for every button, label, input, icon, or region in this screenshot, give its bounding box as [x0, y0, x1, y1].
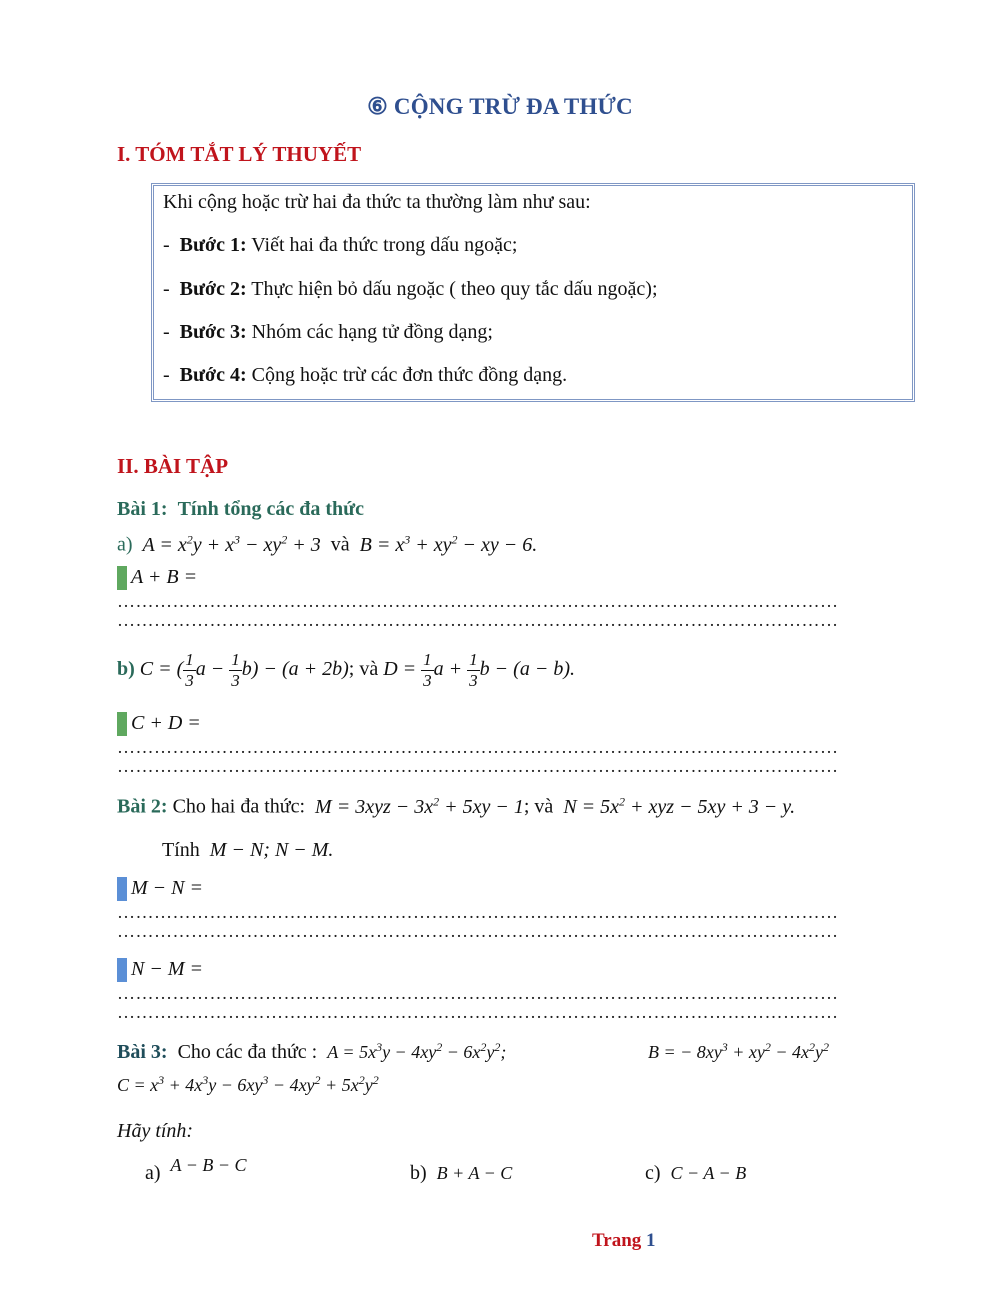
step-label: Bước 4: — [179, 364, 247, 386]
item-expr: B + A − C — [436, 1163, 513, 1183]
and-word: và — [330, 533, 350, 556]
step-label: Bước 2: — [179, 278, 247, 300]
answer-dots: ……………………………………………………………………………………………………… — [117, 737, 839, 758]
bai3-item-c — [645, 1162, 746, 1185]
page-footer — [592, 1230, 656, 1252]
bai1-heading — [117, 498, 364, 521]
theory-intro: Khi cộng hoặc trừ hai đa thức ta thường làm như sau: — [163, 191, 591, 213]
poly-d-expr: D = $\frac{1}{3}$ a + $\frac{1}{3}$ b − (a − b). — [383, 650, 575, 690]
answer-dots: ……………………………………………………………………………………………………… — [117, 983, 839, 1004]
poly-c3-expr: $C = x^3 + 4x^3y - 6xy^3 - 4xy^2 + 5x^2y^2$ — [117, 1073, 379, 1095]
answer-marker-icon — [117, 712, 127, 736]
theory-step-2: - Bước 2: Thực hiện bỏ dấu ngoặc ( theo quy tắc dấu ngoặc); — [163, 278, 658, 300]
and-word: ; và — [348, 658, 379, 681]
bai1-label: Bài 1: — [117, 498, 168, 520]
answer-marker-icon — [117, 958, 127, 982]
section-heading-exercises: II. BÀI TẬP — [117, 454, 229, 478]
sum-label: A + B = — [131, 566, 198, 588]
footer-word: Trang — [592, 1230, 642, 1251]
bai1-b — [117, 650, 575, 691]
bai1-title: Tính tổng các đa thức — [177, 498, 365, 520]
poly-m-expr: $M = 3xyz - 3x^2 + 5xy - 1$ — [315, 794, 524, 818]
theory-step-4: - Bước 4: Cộng hoặc trừ các đơn thức đồng dạng. — [163, 364, 568, 386]
bai3-label: Bài 3: — [117, 1041, 168, 1063]
bai2-nm-answer-line[interactable] — [117, 958, 902, 1005]
answer-dots: ……………………………………………………………………………………………………… — [117, 902, 839, 923]
bai3-item-a — [145, 1155, 247, 1185]
item-expr: A − B − C — [170, 1155, 247, 1175]
step-label: Bước 3: — [179, 321, 247, 343]
item-label: a) — [145, 1162, 161, 1184]
diff-label: M − N = — [131, 877, 203, 899]
poly-b3-expr: B = − $8xy^3 + xy^2 - 4x^2y^2$ — [648, 1040, 830, 1062]
step-text: Thực hiện bỏ dấu ngoặc ( theo quy tắc dấu ngoặc); — [246, 278, 658, 300]
step-text: Nhóm các hạng tử đồng dạng; — [246, 321, 493, 343]
theory-step-3: - Bước 3: Nhóm các hạng tử đồng dạng; — [163, 321, 493, 343]
compute-word: Tính — [162, 839, 200, 861]
page-title: ⑥ CỘNG TRỪ ĐA THỨC — [367, 94, 633, 119]
bai1-a-label: a) — [117, 533, 133, 556]
bai1-a — [117, 532, 537, 557]
bai2-label: Bài 2: — [117, 795, 168, 818]
compute-expr: M − N; N − M. — [209, 839, 334, 861]
poly-n-expr: $N = 5x^2$ + xyz − 5xy + 3 − y. — [563, 794, 796, 818]
step-label: Bước 1: — [179, 234, 247, 256]
item-expr: C − A − B — [670, 1163, 747, 1183]
answer-marker-icon — [117, 566, 127, 590]
poly-a3-expr: $A = 5x^3y - 4xy^2 - 6x^2y^2$; — [327, 1040, 507, 1062]
bai1-a-answer-line[interactable] — [117, 566, 897, 613]
footer-page-number: 1 — [646, 1230, 656, 1251]
and-word: ; và — [523, 795, 554, 818]
diff-label: N − M = — [131, 958, 203, 980]
answer-dots-line[interactable]: ……………………………………………………………………………………………………… — [117, 756, 839, 776]
bai2-mn-answer-line[interactable] — [117, 877, 902, 924]
theory-box — [151, 183, 915, 402]
bai3-item-b — [410, 1162, 512, 1185]
answer-dots-line[interactable]: ……………………………………………………………………………………………………… — [117, 610, 839, 630]
bai1-b-answer-line[interactable] — [117, 712, 897, 759]
answer-dots-line[interactable]: ……………………………………………………………………………………………………… — [117, 1002, 839, 1022]
theory-step-1: - Bước 1: Viết hai đa thức trong dấu ngoặc; — [163, 234, 518, 256]
bai3-text: Cho các đa thức : — [177, 1041, 318, 1063]
bai2-text: Cho hai đa thức: — [167, 795, 306, 818]
bai2-heading — [117, 794, 795, 819]
sum-label: C + D = — [131, 712, 201, 734]
step-text: Viết hai đa thức trong dấu ngoặc; — [246, 234, 518, 256]
hay-tinh: Hãy tính: — [117, 1120, 194, 1142]
answer-dots: ……………………………………………………………………………………………………… — [117, 591, 839, 612]
bai3-c — [117, 1073, 379, 1097]
poly-c-expr: C = ( $\frac{1}{3}$ a − $\frac{1}{3}$ b) − (a + 2b) — [139, 650, 349, 690]
poly-a-expr: $A = x^2y + x^3 - xy^2 + 3$ — [142, 532, 321, 556]
bai3-b — [648, 1040, 829, 1064]
bai3-heading — [117, 1040, 506, 1064]
bai1-b-label: b) — [117, 658, 135, 681]
answer-dots-line[interactable]: ……………………………………………………………………………………………………… — [117, 921, 839, 941]
step-text: Cộng hoặc trừ các đơn thức đồng dạng. — [246, 364, 568, 386]
item-label: c) — [645, 1162, 661, 1184]
poly-b-expr: $B = x^3 + xy^2$ − xy − 6. — [359, 532, 538, 556]
answer-marker-icon — [117, 877, 127, 901]
section-heading-theory: I. TÓM TẮT LÝ THUYẾT — [117, 142, 362, 166]
bai2-compute — [162, 839, 333, 862]
item-label: b) — [410, 1162, 427, 1184]
